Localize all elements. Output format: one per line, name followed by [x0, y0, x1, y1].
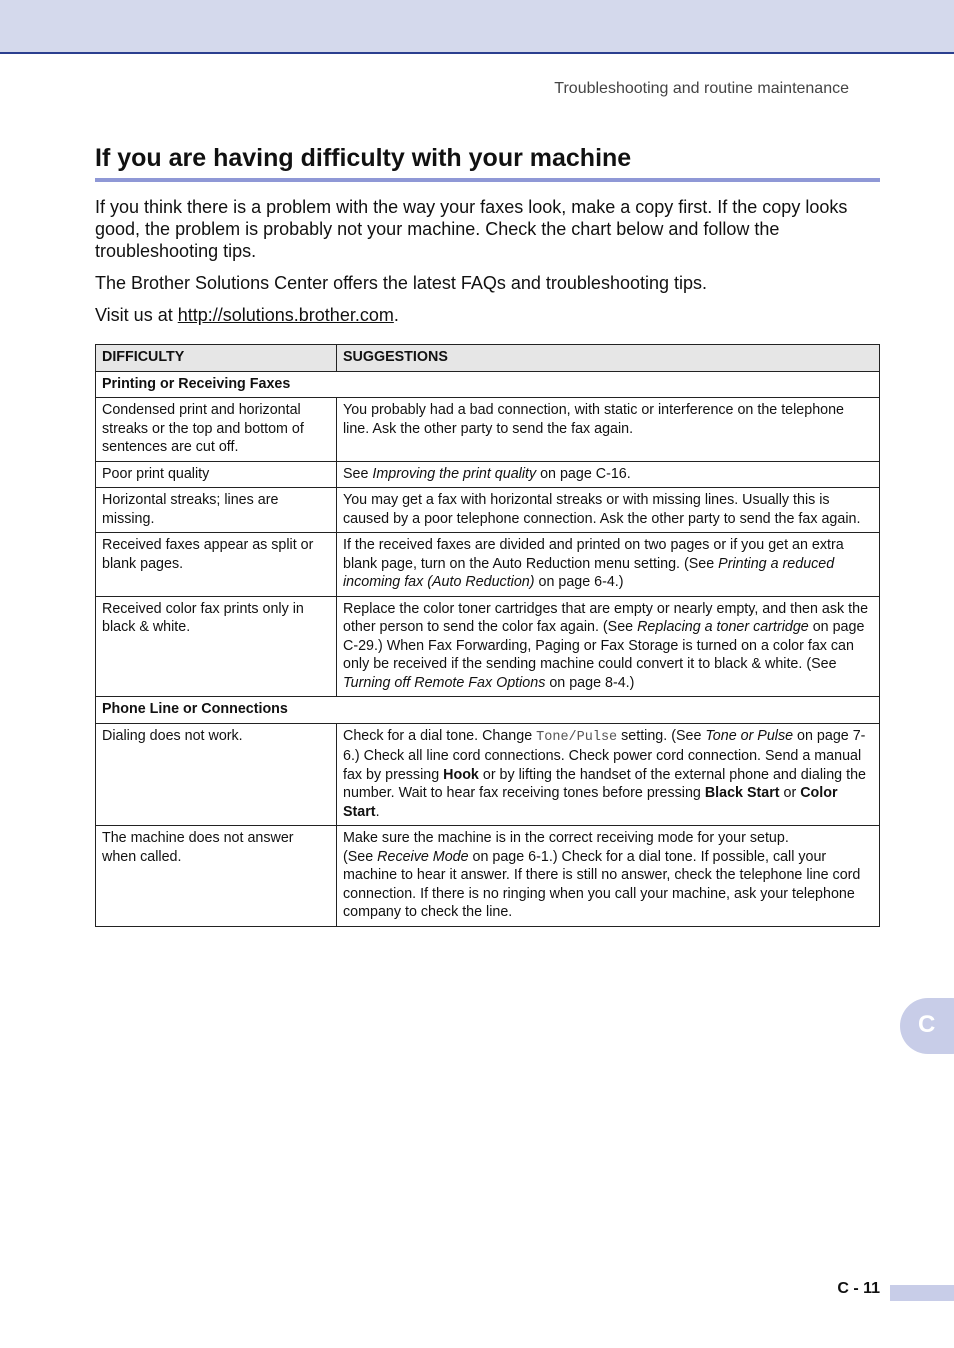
suggestion-text: (See [343, 848, 378, 865]
reference-italic: Replacing a toner cartridge [637, 619, 809, 635]
table-row [96, 723, 880, 826]
suggestion-text: Replace the color toner cartridges that are empty or nearly empty, and then ask the other person to send the color fax again. (See [343, 600, 869, 635]
suggestion-text: Check for a dial tone. Change [343, 727, 537, 744]
column-header-suggestions: SUGGESTIONS [337, 345, 880, 372]
suggestion-text: setting. (See [617, 727, 706, 744]
troubleshooting-table [95, 344, 880, 927]
visit-suffix: . [393, 305, 399, 325]
suggestion-cell [337, 461, 880, 488]
reference-italic: Turning off Remote Fax Options [343, 674, 546, 691]
page-number: C - 11 [837, 1280, 880, 1297]
suggestion-text: . [375, 803, 380, 820]
intro-paragraph: If you think there is a problem with the way your faxes look, make a copy first. If the copy looks good, the problem is probably not your machine. Check the chart below and follow the troubleshooting tips. [95, 197, 848, 261]
suggestion-text: on page 8-4.) [545, 674, 635, 691]
key-name: Color Start [343, 785, 838, 820]
suggestion-text: or by lifting the handset of the external phone and dialing the number. Wait to hear fax receiving tones before pressing [343, 766, 866, 801]
table-row [96, 398, 880, 462]
suggestion-text: on page 6-4.) [534, 574, 624, 590]
difficulty-cell: Condensed print and horizontal streaks or the top and bottom of sentences are cut off. [96, 398, 337, 462]
table-row [96, 488, 880, 533]
key-name: Hook [443, 766, 479, 783]
difficulty-cell: Received faxes appear as split or blank pages. [96, 533, 337, 597]
suggestion-text: Make sure the machine is in the correct receiving mode for your setup. [343, 830, 789, 846]
suggestion-text: on page C-16. [536, 465, 631, 482]
table-row [96, 596, 880, 697]
section-row-phone-line [96, 697, 880, 724]
chapter-tab [900, 998, 954, 1054]
column-header-difficulty: DIFFICULTY [96, 345, 337, 372]
header-band [0, 0, 954, 54]
reference-italic: Printing a reduced incoming fax (Auto Reduction) [343, 555, 835, 590]
suggestion-text: or [779, 785, 801, 801]
visit-prefix: Visit us at [95, 305, 178, 325]
suggestion-text: If the received faxes are divided and printed on two pages or if you get an extra blank page, turn on the Auto Reduction menu setting. (See [343, 537, 844, 572]
suggestion-cell [337, 533, 880, 597]
table-header-row [96, 345, 880, 372]
footer-bar [890, 1285, 954, 1301]
menu-setting-name: Tone/Pulse [536, 729, 618, 745]
intro-section [95, 196, 880, 336]
suggestion-cell [337, 596, 880, 697]
difficulty-cell: Dialing does not work. [96, 723, 337, 826]
suggestion-cell [337, 723, 880, 826]
chapter-tab-label: C [918, 1011, 936, 1038]
solutions-center-paragraph: The Brother Solutions Center offers the latest FAQs and troubleshooting tips. [95, 273, 708, 293]
suggestion-cell [337, 826, 880, 927]
section-row-printing [96, 371, 880, 398]
difficulty-cell: Received color fax prints only in black & white. [96, 596, 337, 697]
difficulty-cell: The machine does not answer when called. [96, 826, 337, 927]
suggestion-text: on page 7-6.) Check all line cord connections. Check power cord connection. Send a manual fax by pressing [343, 727, 866, 783]
suggestion-cell: You may get a fax with horizontal streaks or with missing lines. Usually this is caused by a poor telephone connection. Ask the other party to send the fax again. [337, 488, 880, 533]
suggestion-text: on page 6-1.) Check for a dial tone. If possible, call your machine to hear it answer. If there is still no answer, check the telephone line cord connection. If there is no ringing when you call your machine, ask your telephone company to check the line. [343, 848, 861, 920]
reference-italic: Tone or Pulse [705, 727, 794, 744]
suggestion-cell: You probably had a bad connection, with static or interference on the telephone line. Ask the other party to send the fax again. [337, 398, 880, 462]
difficulty-cell: Horizontal streaks; lines are missing. [96, 488, 337, 533]
page-title: If you are having difficulty with your machine [95, 144, 880, 182]
section-label-printing: Printing or Receiving Faxes [96, 371, 880, 398]
difficulty-cell: Poor print quality [96, 461, 337, 488]
table-row [96, 461, 880, 488]
section-label-phone-line: Phone Line or Connections [96, 697, 880, 724]
table-row [96, 533, 880, 597]
solutions-link[interactable]: http://solutions.brother.com [177, 305, 394, 325]
reference-italic: Improving the print quality [372, 465, 537, 482]
key-name: Black Start [704, 785, 780, 801]
table-row [96, 826, 880, 927]
reference-italic: Receive Mode [377, 848, 469, 865]
suggestion-text: on page C-29.) When Fax Forwarding, Paging or Fax Storage is turned on a color fax can only be received if the sending machine could convert it to black & white. (See [343, 619, 865, 672]
visit-paragraph [95, 304, 880, 326]
running-header: Troubleshooting and routine maintenance [554, 80, 849, 97]
suggestion-text: See [343, 465, 373, 482]
